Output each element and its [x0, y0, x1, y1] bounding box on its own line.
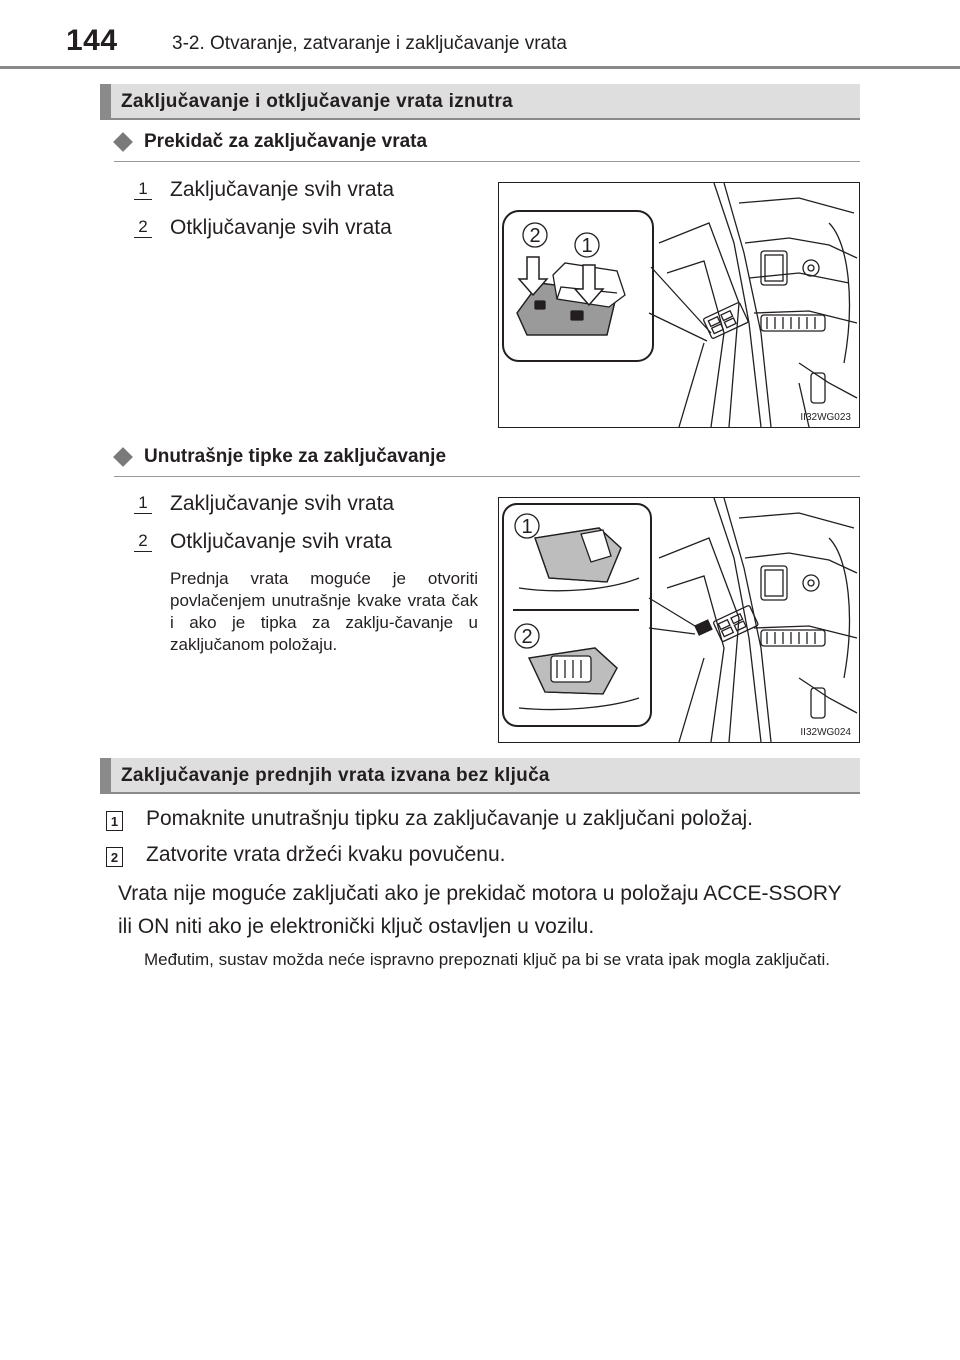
subheading-text: Unutrašnje tipke za zaključavanje: [144, 446, 447, 467]
subheading-inside-lock-buttons: [114, 446, 860, 477]
body-paragraph: Vrata nije moguće zaključati ako je prekidač motora u položaju ACCE-SSORY ili ON niti ako je elektronički ključ ostavljen u vozilu.: [118, 882, 842, 938]
small-note-paragraph: Međutim, sustav možda neće ispravno prepoznati ključ pa bi se vrata ipak mogla zaključati.: [144, 950, 831, 969]
figure-callout-2: 2: [529, 225, 541, 247]
step-number: 2: [106, 847, 123, 867]
page-number: 144: [66, 24, 118, 57]
callout-number: 2: [134, 531, 152, 552]
diamond-bullet-icon: [113, 132, 133, 152]
callout-number: 1: [134, 179, 152, 200]
list-item-text: Zaključavanje svih vrata: [170, 178, 395, 201]
door-lock-switch-illustration: [499, 183, 859, 427]
step-text: Zatvorite vrata držeći kvaku povučenu.: [146, 843, 506, 866]
section-heading-outside-locking: [100, 758, 860, 794]
section-heading-inside-locking: [100, 84, 860, 120]
chapter-title: 3-2. Otvaranje, zatvaranje i zaključavanje vrata: [172, 33, 567, 54]
section-heading-text: Zaključavanje prednjih vrata izvana bez ključa: [121, 765, 550, 786]
figure-code: II32WG024: [800, 727, 851, 738]
list-item-text: Otključavanje svih vrata: [170, 216, 392, 239]
list-item-text: Zaključavanje svih vrata: [170, 492, 395, 515]
page-header: [0, 0, 960, 68]
subheading-text: Prekidač za zaključavanje vrata: [144, 131, 428, 152]
figure-inside-lock-buttons: [498, 497, 860, 743]
figure-door-lock-switch: [498, 182, 860, 428]
step-text: Pomaknite unutrašnju tipku za zaključavanje u zaključani položaj.: [146, 807, 754, 830]
figure-code: II32WG023: [800, 412, 851, 423]
figure-callout-1: 1: [581, 235, 593, 257]
section-heading-text: Zaključavanje i otključavanje vrata iznutra: [121, 91, 513, 112]
callout-number: 1: [134, 493, 152, 514]
figure-callout-1: 1: [521, 516, 533, 538]
inside-lock-buttons-illustration: [499, 498, 859, 742]
list-item-text: Otključavanje svih vrata: [170, 530, 392, 553]
step-number: 1: [106, 811, 123, 831]
note-paragraph: Prednja vrata moguće je otvoriti povlačenjem unutrašnje kvake vrata čak i ako je tipka za zaklju-čavanje u zaključanom položaju.: [170, 569, 478, 654]
header-rule: [0, 66, 960, 69]
callout-number: 2: [134, 217, 152, 238]
subheading-door-lock-switch: [114, 131, 860, 162]
diamond-bullet-icon: [113, 447, 133, 467]
figure-callout-2: 2: [521, 626, 533, 648]
